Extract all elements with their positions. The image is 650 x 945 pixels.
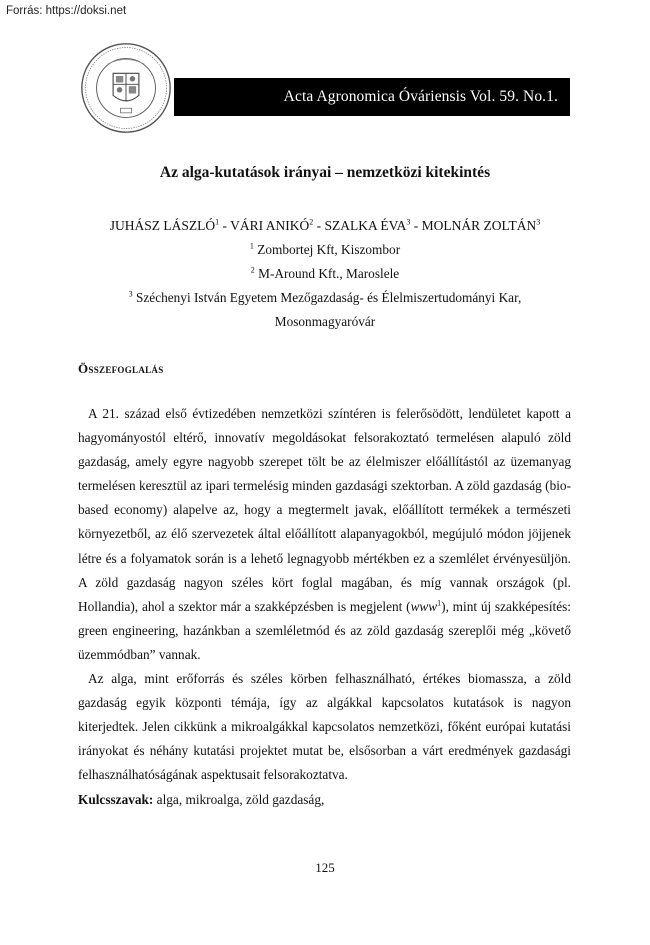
summary-body <box>78 402 571 812</box>
keywords-line <box>78 788 571 812</box>
affiliation-3 <box>0 290 650 306</box>
affiliation-1 <box>0 242 650 258</box>
affiliation-text: Széchenyi István Egyetem Mezőgazdaság- és Élelmiszertudományi Kar, <box>136 290 522 305</box>
keywords-text: alga, mikroalga, zöld gazdaság, <box>153 791 325 807</box>
author-affiliation-mark: 2 <box>309 217 314 227</box>
affiliation-text: Zombortej Kft, Kiszombor <box>257 242 401 257</box>
keywords-label: Kulcsszavak: <box>78 791 154 807</box>
article-title: Az alga-kutatások irányai – nemzetközi kitekintés <box>159 164 491 181</box>
footnote-mark: 1 <box>437 598 442 608</box>
source-note: Forrás: https://doksi.net <box>6 5 127 17</box>
university-seal-icon <box>80 42 172 134</box>
author-separator: - <box>410 218 422 233</box>
footnote-ref-www: www <box>410 598 438 614</box>
affiliation-mark: 3 <box>128 289 133 299</box>
affiliation-2 <box>0 266 650 282</box>
journal-header-bar <box>174 78 570 116</box>
affiliation-3-continued: Mosonmagyaróvár <box>274 314 376 329</box>
summary-paragraph-1 <box>78 402 571 667</box>
author-affiliation-mark: 3 <box>536 217 541 227</box>
summary-paragraph-2: Az alga, mint erőforrás és széles körben felhasználható, értékes biomassza, a zöld gazdaság egyik központi témája, így az algákkal kapcsolatos kutatások is nagyon kiterjedtek. Jelen cikkünk a mikroalgákkal kapcsolatos nemzetközi, főként európai kutatási irányokat és néhány kutatási projektet mutat be, elsősorban a várt eredmények gazdasági felhasználhatóságának aspektusait felsorakoztatva. <box>78 671 571 783</box>
affiliation-mark: 2 <box>250 265 255 275</box>
author-separator: - <box>219 218 231 233</box>
author-name: VÁRI ANIKÓ <box>230 218 310 233</box>
journal-name: Acta Agronomica Óváriensis Vol. 59. No.1. <box>283 88 558 105</box>
affiliation-text: M-Around Kft., Maroslele <box>258 266 400 281</box>
author-name: SZALKA ÉVA <box>324 218 407 233</box>
author-list <box>0 218 650 234</box>
author-affiliation-mark: 1 <box>215 217 220 227</box>
author-name: JUHÁSZ LÁSZLÓ <box>109 218 216 233</box>
affiliation-mark: 1 <box>249 241 254 251</box>
paragraph-text: ), mint új szakképesítés: green engineering, hazánkban a szemléletmód és az zöld gazdaság szereplői még „követő üzemmódban” vannak. <box>78 598 571 662</box>
paragraph-text: A 21. század első évtizedében nemzetközi színtéren is felerősödött, lendületet kapott a hagyományostól eltérő, innovatív megoldásokat felsorakoztató termelésen alapuló zöld gazdaság, amely egyre nagyobb szerepet tölt be az élelmiszer előállítástól az üzemanyag termelésen keresztül az ipari termelésig minden gazdasági szektorban. A zöld gazdaság (bio-based economy) alapelve az, hogy a megtermelt javak, előállított termékek a természeti környezetből, az élő szervezetek által előállított alapanyagokból, megújuló módon jöjjenek létre és a folyamatok során is a lehető legnagyobb mértékben ez a szemlélet érvényesüljön. A zöld gazdaság nagyon széles kört foglal magában, és míg vannak országok (pl. Hollandia), ahol a szektor már a szakképzésben is megjelent ( <box>78 406 571 614</box>
author-name: MOLNÁR ZOLTÁN <box>421 218 537 233</box>
summary-heading: Összefoglalás <box>78 361 164 376</box>
page-number: 125 <box>315 860 335 875</box>
author-affiliation-mark: 3 <box>406 217 411 227</box>
author-separator: - <box>313 218 325 233</box>
